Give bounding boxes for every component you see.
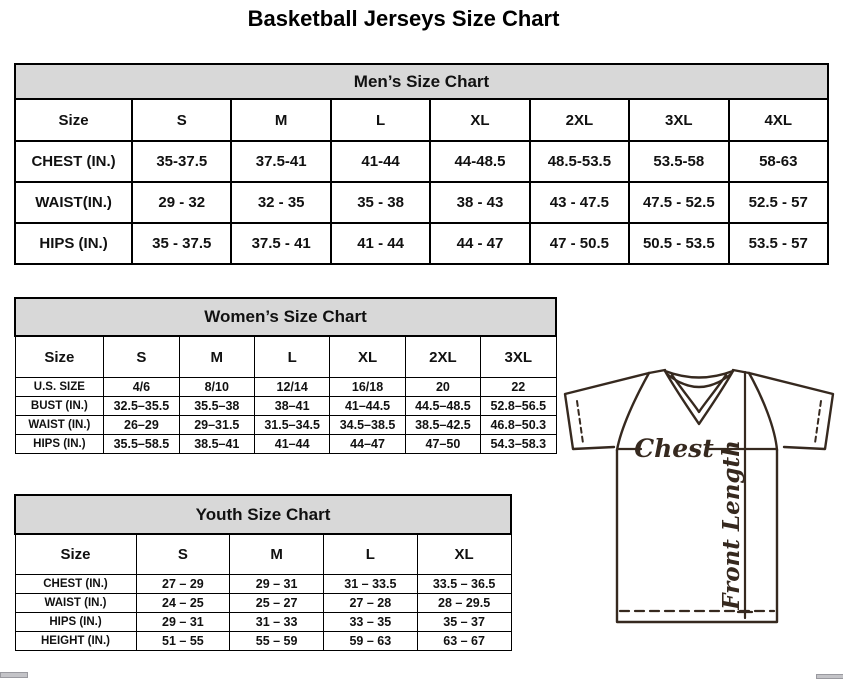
scrollbar-fragment-right	[816, 674, 843, 679]
table-cell: 48.5-53.5	[530, 141, 629, 182]
table-cell: 47.5 - 52.5	[629, 182, 728, 223]
table-cell: 20	[405, 378, 480, 397]
table-cell: 41–44	[254, 435, 329, 454]
table-cell: 35.5–38	[179, 397, 254, 416]
size-column-header: XL	[330, 336, 405, 378]
table-cell: 38.5–41	[179, 435, 254, 454]
size-column-header: 4XL	[729, 99, 829, 141]
row-label: WAIST (IN.)	[15, 416, 104, 435]
table-row	[15, 416, 556, 435]
table-cell: 51 – 55	[136, 632, 230, 651]
table-cell: 31 – 33	[230, 613, 324, 632]
table-cell: 41–44.5	[330, 397, 405, 416]
table-cell: 63 – 67	[417, 632, 511, 651]
table-row	[15, 594, 511, 613]
size-header-label: Size	[15, 336, 104, 378]
table-cell: 25 – 27	[230, 594, 324, 613]
table-cell: 44.5–48.5	[405, 397, 480, 416]
table-row	[15, 632, 511, 651]
table-cell: 41 - 44	[331, 223, 430, 264]
table-cell: 38–41	[254, 397, 329, 416]
mens-header-row	[15, 99, 828, 141]
size-column-header: 2XL	[530, 99, 629, 141]
table-cell: 35 - 38	[331, 182, 430, 223]
jersey-body	[617, 450, 777, 622]
youth-table-title: Youth Size Chart	[15, 495, 511, 534]
table-cell: 29 – 31	[136, 613, 230, 632]
row-label: CHEST (IN.)	[15, 141, 132, 182]
size-column-header: 2XL	[405, 336, 480, 378]
row-label: BUST (IN.)	[15, 397, 104, 416]
table-cell: 58-63	[729, 141, 829, 182]
left-cuff-stitch	[577, 401, 583, 443]
row-label: HIPS (IN.)	[15, 613, 136, 632]
table-cell: 22	[481, 378, 556, 397]
collar-back-line	[665, 371, 733, 378]
size-column-header: S	[132, 99, 231, 141]
table-cell: 27 – 28	[323, 594, 417, 613]
table-row	[15, 378, 556, 397]
size-column-header: M	[179, 336, 254, 378]
table-cell: 50.5 - 53.5	[629, 223, 728, 264]
table-cell: 16/18	[330, 378, 405, 397]
table-row	[15, 575, 511, 594]
size-column-header: L	[331, 99, 430, 141]
womens-table-title: Women’s Size Chart	[15, 298, 556, 336]
row-label: HIPS (IN.)	[15, 223, 132, 264]
size-column-header: 3XL	[481, 336, 556, 378]
scrollbar-fragment-left	[0, 672, 28, 678]
table-cell: 44 - 47	[430, 223, 529, 264]
size-column-header: S	[104, 336, 179, 378]
size-column-header: 3XL	[629, 99, 728, 141]
womens-size-table	[14, 297, 557, 454]
size-column-header: L	[254, 336, 329, 378]
table-cell: 31.5–34.5	[254, 416, 329, 435]
table-cell: 38.5–42.5	[405, 416, 480, 435]
row-label: WAIST(IN.)	[15, 182, 132, 223]
size-column-header: M	[231, 99, 330, 141]
table-cell: 26–29	[104, 416, 179, 435]
table-cell: 34.5–38.5	[330, 416, 405, 435]
jersey-measurement-diagram	[555, 360, 843, 655]
youth-header-row	[15, 534, 511, 575]
table-cell: 44-48.5	[430, 141, 529, 182]
right-cuff-stitch	[815, 401, 821, 443]
row-label: CHEST (IN.)	[15, 575, 136, 594]
table-cell: 35.5–58.5	[104, 435, 179, 454]
row-label: HIPS (IN.)	[15, 435, 104, 454]
table-cell: 28 – 29.5	[417, 594, 511, 613]
youth-size-table	[14, 494, 512, 651]
womens-size-chart	[14, 297, 557, 454]
size-column-header: S	[136, 534, 230, 575]
table-cell: 55 – 59	[230, 632, 324, 651]
size-column-header: L	[323, 534, 417, 575]
table-row	[15, 182, 828, 223]
table-cell: 35-37.5	[132, 141, 231, 182]
table-cell: 35 – 37	[417, 613, 511, 632]
table-cell: 52.5 - 57	[729, 182, 829, 223]
row-label: U.S. SIZE	[15, 378, 104, 397]
table-row	[15, 141, 828, 182]
page-title: Basketball Jerseys Size Chart	[247, 6, 560, 31]
table-cell: 8/10	[179, 378, 254, 397]
table-row	[15, 613, 511, 632]
table-cell: 52.8–56.5	[481, 397, 556, 416]
right-armhole-seam	[749, 373, 777, 450]
mens-size-chart	[14, 63, 829, 265]
table-cell: 41-44	[331, 141, 430, 182]
table-cell: 32.5–35.5	[104, 397, 179, 416]
table-cell: 37.5 - 41	[231, 223, 330, 264]
youth-size-chart	[14, 494, 512, 651]
chest-label: Chest	[634, 434, 714, 463]
table-cell: 38 - 43	[430, 182, 529, 223]
table-cell: 29 – 31	[230, 575, 324, 594]
table-cell: 35 - 37.5	[132, 223, 231, 264]
table-row	[15, 223, 828, 264]
table-cell: 53.5 - 57	[729, 223, 829, 264]
table-cell: 29 - 32	[132, 182, 231, 223]
size-column-header: M	[230, 534, 324, 575]
table-cell: 54.3–58.3	[481, 435, 556, 454]
table-cell: 46.8–50.3	[481, 416, 556, 435]
front-length-label: Front Length	[718, 440, 745, 610]
table-row	[15, 397, 556, 416]
table-cell: 37.5-41	[231, 141, 330, 182]
table-cell: 47–50	[405, 435, 480, 454]
jersey-outline-icon	[555, 360, 843, 655]
row-label: HEIGHT (IN.)	[15, 632, 136, 651]
size-header-label: Size	[15, 534, 136, 575]
row-label: WAIST (IN.)	[15, 594, 136, 613]
mens-table-title: Men’s Size Chart	[15, 64, 828, 99]
table-cell: 31 – 33.5	[323, 575, 417, 594]
table-cell: 44–47	[330, 435, 405, 454]
table-cell: 43 - 47.5	[530, 182, 629, 223]
table-cell: 12/14	[254, 378, 329, 397]
table-cell: 27 – 29	[136, 575, 230, 594]
size-column-header: XL	[430, 99, 529, 141]
table-row	[15, 435, 556, 454]
table-cell: 47 - 50.5	[530, 223, 629, 264]
table-cell: 32 - 35	[231, 182, 330, 223]
table-cell: 53.5-58	[629, 141, 728, 182]
womens-header-row	[15, 336, 556, 378]
table-cell: 33 – 35	[323, 613, 417, 632]
size-column-header: XL	[417, 534, 511, 575]
table-cell: 59 – 63	[323, 632, 417, 651]
table-cell: 24 – 25	[136, 594, 230, 613]
table-cell: 29–31.5	[179, 416, 254, 435]
mens-size-table	[14, 63, 829, 265]
table-cell: 4/6	[104, 378, 179, 397]
table-cell: 33.5 – 36.5	[417, 575, 511, 594]
size-header-label: Size	[15, 99, 132, 141]
